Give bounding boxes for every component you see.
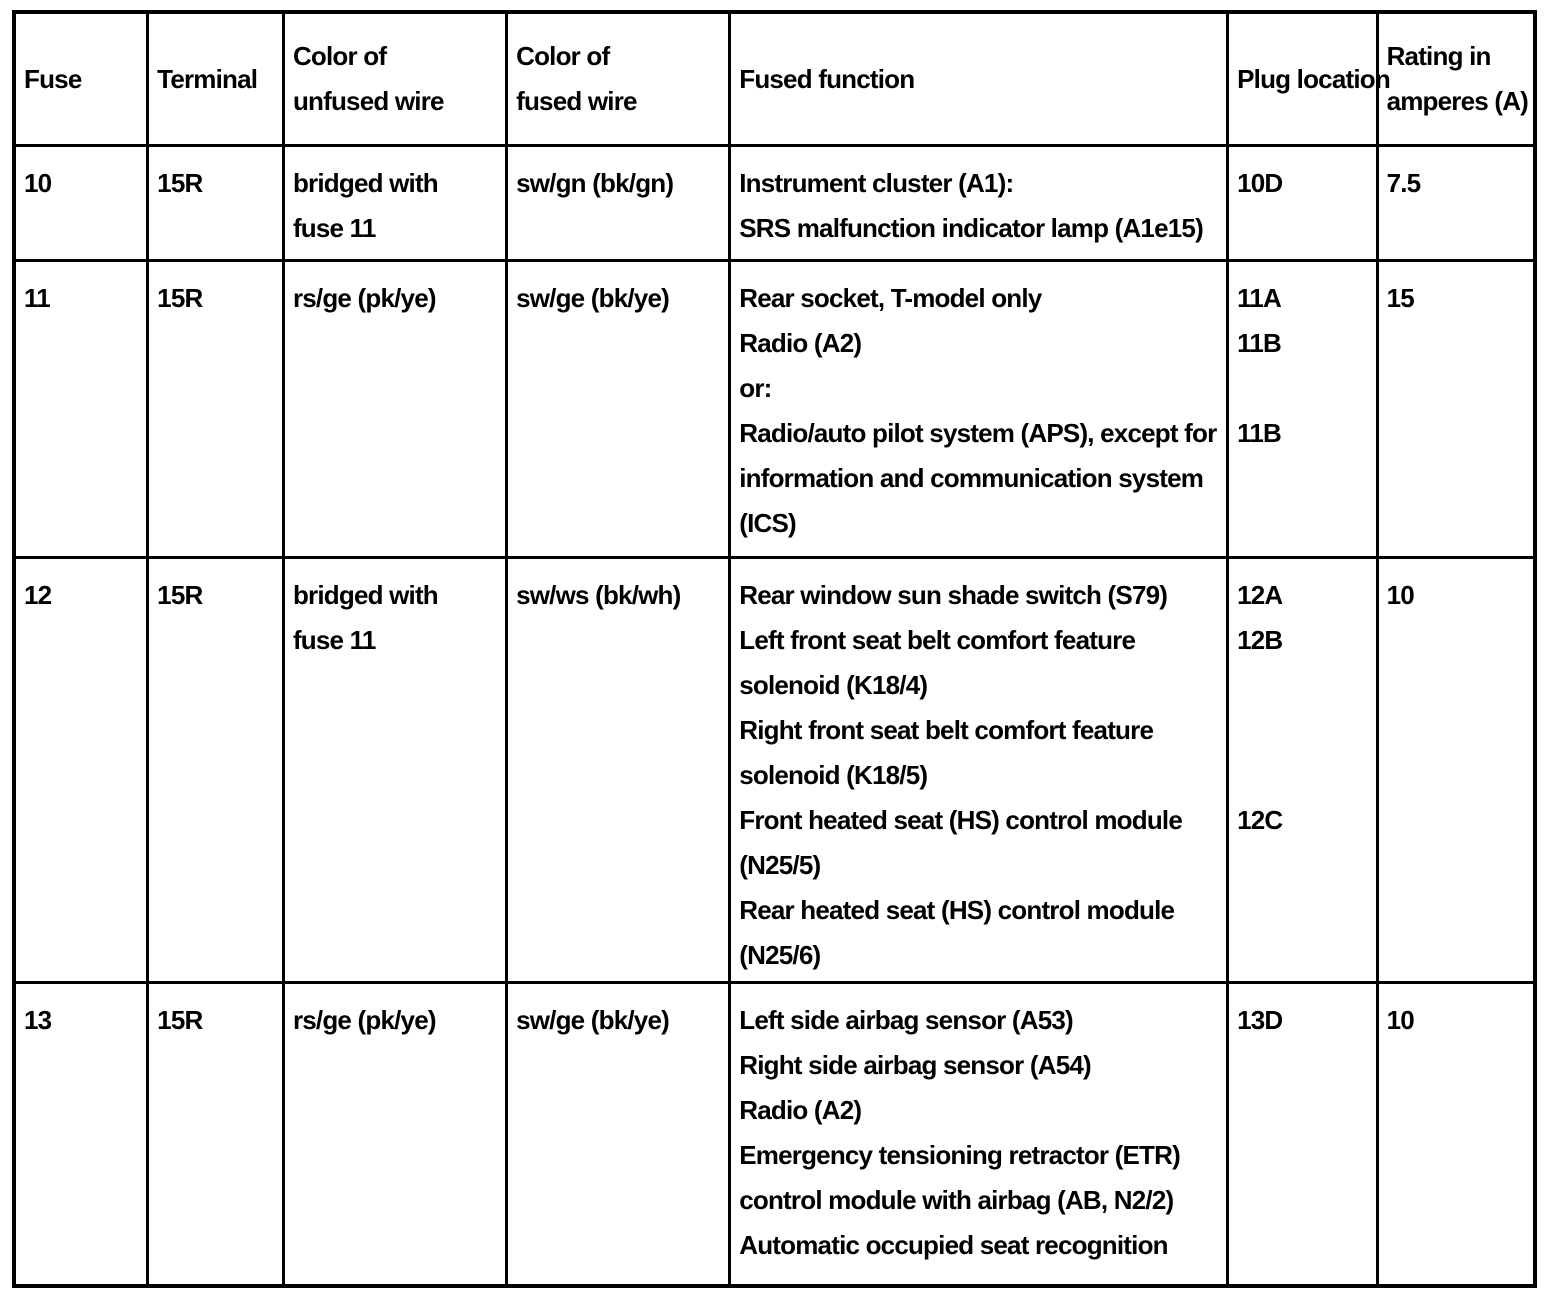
cell-plug-location: 10D [1228, 146, 1377, 261]
table-row [14, 146, 1535, 261]
table-row [14, 983, 1535, 1287]
cell-terminal: 15R [148, 558, 284, 983]
cell-plug-location: 11A 11B 11B [1228, 261, 1377, 558]
cell-fuse: 10 [14, 146, 148, 261]
header-plug-location: Plug location [1228, 12, 1377, 146]
cell-fused-function: Instrument cluster (A1): SRS malfunction indicator lamp (A1e15) [730, 146, 1228, 261]
cell-rating: 10 [1377, 558, 1535, 983]
header-terminal: Terminal [148, 12, 284, 146]
cell-fused-wire: sw/ge (bk/ye) [507, 983, 730, 1287]
cell-unfused-wire: rs/ge (pk/ye) [283, 261, 506, 558]
cell-fuse: 13 [14, 983, 148, 1287]
header-fused-wire-color: Color of fused wire [507, 12, 730, 146]
header-unfused-wire-color: Color of unfused wire [283, 12, 506, 146]
cell-terminal: 15R [148, 261, 284, 558]
cell-fuse: 12 [14, 558, 148, 983]
fuse-table [12, 10, 1537, 1288]
cell-rating: 15 [1377, 261, 1535, 558]
cell-rating: 10 [1377, 983, 1535, 1287]
cell-fuse: 11 [14, 261, 148, 558]
cell-unfused-wire: rs/ge (pk/ye) [283, 983, 506, 1287]
cell-plug-location: 13D [1228, 983, 1377, 1287]
table-row [14, 261, 1535, 558]
header-fused-function: Fused function [730, 12, 1228, 146]
cell-plug-location: 12A 12B 12C [1228, 558, 1377, 983]
cell-fused-function: Rear window sun shade switch (S79) Left front seat belt comfort feature solenoid (K18/4) Right front seat belt comfort feature solenoid (K18/5) Front heated seat (HS) control module (N25/5) Rear heated seat (HS) control module (N25/6) [730, 558, 1228, 983]
cell-terminal: 15R [148, 983, 284, 1287]
header-fuse: Fuse [14, 12, 148, 146]
cell-rating: 7.5 [1377, 146, 1535, 261]
cell-fused-wire: sw/ge (bk/ye) [507, 261, 730, 558]
header-rating: Rating in amperes (A) [1377, 12, 1535, 146]
cell-unfused-wire: bridged with fuse 11 [283, 146, 506, 261]
header-row [14, 12, 1535, 146]
cell-fused-wire: sw/gn (bk/gn) [507, 146, 730, 261]
cell-fused-wire: sw/ws (bk/wh) [507, 558, 730, 983]
cell-terminal: 15R [148, 146, 284, 261]
table-row [14, 558, 1535, 983]
cell-fused-function: Rear socket, T-model only Radio (A2) or: Radio/auto pilot system (APS), except for information and communication system (ICS) [730, 261, 1228, 558]
cell-fused-function: Left side airbag sensor (A53) Right side airbag sensor (A54) Radio (A2) Emergency tensioning retractor (ETR) control module with airbag (AB, N2/2) Automatic occupied seat recognition [730, 983, 1228, 1287]
cell-unfused-wire: bridged with fuse 11 [283, 558, 506, 983]
